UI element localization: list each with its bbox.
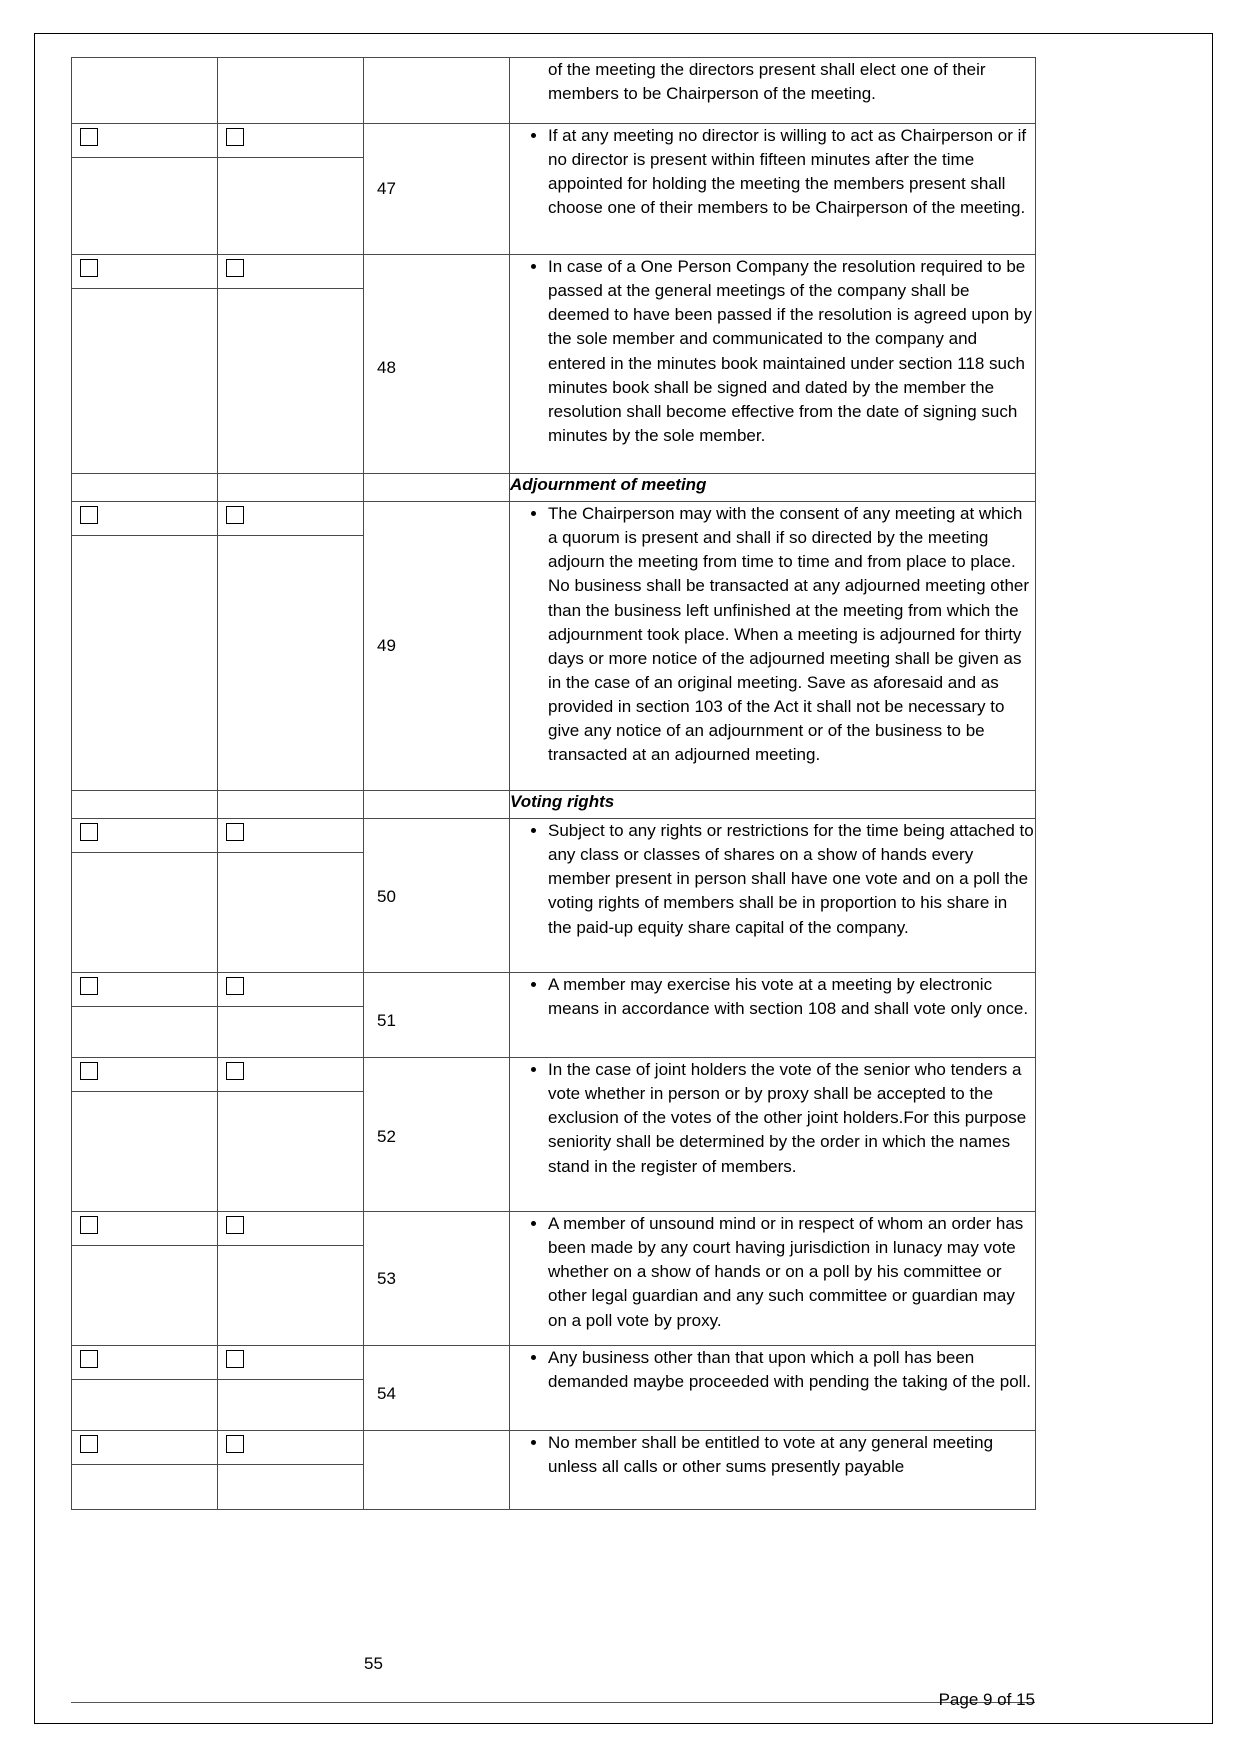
clause-number-cell (364, 124, 510, 255)
checkbox-cell-left (72, 1431, 218, 1510)
checkbox-left[interactable] (80, 506, 98, 524)
clause-text-cell (510, 973, 1036, 1058)
checkbox-right[interactable] (226, 1350, 244, 1368)
table-row (72, 1212, 1036, 1346)
clause-text-cell (510, 58, 1036, 124)
table-row (72, 124, 1036, 255)
checkbox-right[interactable] (226, 1435, 244, 1453)
checkbox-wrap (218, 1062, 363, 1080)
checkbox-right[interactable] (226, 1216, 244, 1234)
clause-bullet-list (510, 1346, 1035, 1394)
clause-number: 53 (377, 1269, 396, 1288)
checkbox-wrap (72, 977, 217, 1061)
table-row (72, 1346, 1036, 1431)
checkbox-left[interactable] (80, 1216, 98, 1234)
checkbox-left[interactable] (80, 1350, 98, 1368)
checkbox-wrap (218, 506, 363, 524)
table-row (72, 255, 1036, 474)
clause-text: • Any business other than that upon which a poll has been demanded maybe proceeded with pending the taking of the poll. (548, 1346, 1035, 1394)
checkbox-wrap (218, 1350, 363, 1368)
page-number-label: Page 9 of 15 (938, 1690, 1035, 1709)
clause-text-cell (510, 819, 1036, 973)
page-footer (71, 1688, 1035, 1718)
clause-bullet-list (510, 1058, 1035, 1179)
checkbox-cell-left (72, 124, 218, 255)
checkbox-right[interactable] (226, 506, 244, 524)
checkbox-right[interactable] (226, 128, 244, 146)
checkbox-wrap (218, 823, 363, 841)
table-row (72, 1431, 1036, 1510)
clause-bullet-list (510, 124, 1035, 221)
clause-number: 54 (377, 1384, 396, 1403)
empty-cell (364, 474, 510, 502)
checkbox-cell-left (72, 819, 218, 973)
clause-text: • A member of unsound mind or in respect of whom an order has been made by any court having jurisdiction in lunacy may vote whether on a show of hands or on a poll by his committee or other legal guardian and any such committee or guardian may on a poll vote by proxy. (548, 1212, 1035, 1333)
clause-number: 50 (377, 887, 396, 906)
table-row (72, 58, 1036, 124)
section-heading: Voting rights (510, 791, 1036, 819)
clause-text: of the meeting the directors present shall elect one of their members to be Chairperson of the meeting. (548, 60, 986, 104)
clause-number-cell (364, 1212, 510, 1346)
clause-number-cell (364, 819, 510, 973)
checkbox-wrap (218, 259, 363, 277)
clause-number: 51 (377, 1011, 396, 1030)
clause-text-cell (510, 502, 1036, 791)
checkbox-cell-right (218, 124, 364, 255)
table-row (72, 973, 1036, 1058)
checkbox-cell-left (72, 973, 218, 1058)
empty-cell (218, 791, 364, 819)
articles-table (71, 57, 1036, 1510)
clause-text-cell (510, 1431, 1036, 1510)
checkbox-cell-right (218, 819, 364, 973)
clause-number-cell (364, 1346, 510, 1431)
checkbox-wrap (72, 823, 217, 976)
clause-number: 48 (377, 358, 396, 377)
checkbox-wrap (72, 1216, 217, 1349)
clause-number-cell (364, 1058, 510, 1212)
clause-bullet-list (510, 819, 1035, 940)
checkbox-left[interactable] (80, 259, 98, 277)
checkbox-cell-left (72, 1346, 218, 1431)
table-row (72, 502, 1036, 791)
checkbox-cell-right (218, 58, 364, 124)
clause-text-cell (510, 1058, 1036, 1212)
table-row (72, 819, 1036, 973)
checkbox-cell-right (218, 1212, 364, 1346)
clause-text-cell (510, 124, 1036, 255)
checkbox-wrap (72, 259, 217, 477)
checkbox-left[interactable] (80, 1435, 98, 1453)
checkbox-cell-left (72, 502, 218, 791)
table-row (72, 1058, 1036, 1212)
empty-cell (364, 791, 510, 819)
clause-bullet-list (510, 1431, 1035, 1479)
checkbox-left[interactable] (80, 128, 98, 146)
checkbox-left[interactable] (80, 823, 98, 841)
clause-bullet-list (510, 502, 1035, 767)
table-row-section (72, 791, 1036, 819)
clause-number-cell (364, 502, 510, 791)
clause-bullet-list (510, 255, 1035, 448)
section-heading: Adjournment of meeting (510, 474, 1036, 502)
clause-number: 47 (377, 179, 396, 198)
clause-text-cell (510, 255, 1036, 474)
table-body (72, 58, 1036, 1510)
clause-text: • If at any meeting no director is willing to act as Chairperson or if no director is present within fifteen minutes after the time appointed for holding the meeting the members present shall choose one of their members to be Chairperson of the meeting. (548, 124, 1035, 221)
clause-text-cell (510, 1346, 1036, 1431)
checkbox-wrap (72, 506, 217, 794)
checkbox-cell-left (72, 255, 218, 474)
clause-text: • The Chairperson may with the consent of any meeting at which a quorum is present and shall if so directed by the meeting adjourn the meeting from time to time and from place to place. No business shall be transacted at any adjourned meeting other than the business left unfinished at the meeting from which the adjournment took place. When a meeting is adjourned for thirty days or more notice of the adjourned meeting shall be given as in the case of an original meeting. Save as aforesaid and as provided in section 103 of the Act it shall not be necessary to give any notice of an adjournment or of the business to be transacted at an adjourned meeting. (548, 502, 1035, 767)
empty-cell (218, 474, 364, 502)
checkbox-cell-right (218, 973, 364, 1058)
clause-text: • In the case of joint holders the vote of the senior who tenders a vote whether in person or by proxy shall be accepted to the exclusion of the votes of the other joint holders.For this purpose seniority shall be determined by the order in which the names stand in the register of members. (548, 1058, 1035, 1179)
clause-number-cell (364, 1431, 510, 1510)
clause-number-55: 55 (364, 1654, 383, 1673)
checkbox-right[interactable] (226, 259, 244, 277)
clause-text-cell (510, 1212, 1036, 1346)
clause-text: • No member shall be entitled to vote at any general meeting unless all calls or other sums presently payable (548, 1431, 1035, 1479)
checkbox-wrap (72, 128, 217, 258)
checkbox-wrap (218, 1216, 363, 1234)
empty-cell (72, 791, 218, 819)
clause-text: • Subject to any rights or restrictions for the time being attached to any class or classes of shares on a show of hands every member present in person shall have one vote and on a poll the voting rights of members shall be in proportion to his share in the paid-up equity share capital of the company. (548, 819, 1035, 940)
clause-bullet-list (510, 973, 1035, 1021)
checkbox-wrap (72, 1062, 217, 1215)
empty-cell (72, 58, 217, 123)
clause-number-cell (364, 973, 510, 1058)
checkbox-cell-right (218, 502, 364, 791)
checkbox-right[interactable] (226, 823, 244, 841)
checkbox-cell-right (218, 1058, 364, 1212)
checkbox-cell-left (72, 58, 218, 124)
checkbox-wrap (72, 1435, 217, 1513)
checkbox-cell-right (218, 1431, 364, 1510)
clause-number: 52 (377, 1127, 396, 1146)
footer-divider (71, 1702, 1035, 1703)
clause-bullet-list (510, 1212, 1035, 1333)
empty-cell (72, 474, 218, 502)
clause-text: • A member may exercise his vote at a meeting by electronic means in accordance with section 108 and shall vote only once. (548, 973, 1035, 1021)
checkbox-right[interactable] (226, 1062, 244, 1080)
checkbox-cell-left (72, 1058, 218, 1212)
clause-number-cell (364, 58, 510, 124)
checkbox-left[interactable] (80, 1062, 98, 1080)
page-content (71, 57, 1035, 1510)
checkbox-left[interactable] (80, 977, 98, 995)
clause-text: • In case of a One Person Company the resolution required to be passed at the general meetings of the company shall be deemed to have been passed if the resolution is agreed upon by the sole member and communicated to the company and entered in the minutes book maintained under section 118 such minutes book shall be signed and dated by the member the resolution shall become effective from the date of signing such minutes by the sole member. (548, 255, 1035, 448)
checkbox-cell-right (218, 255, 364, 474)
checkbox-cell-right (218, 1346, 364, 1431)
checkbox-wrap (218, 128, 363, 146)
clause-number-cell (364, 255, 510, 474)
checkbox-cell-left (72, 1212, 218, 1346)
checkbox-wrap (218, 977, 363, 995)
table-row-section (72, 474, 1036, 502)
checkbox-wrap (72, 1350, 217, 1434)
checkbox-wrap (218, 1435, 363, 1453)
checkbox-right[interactable] (226, 977, 244, 995)
clause-number: 49 (377, 636, 396, 655)
